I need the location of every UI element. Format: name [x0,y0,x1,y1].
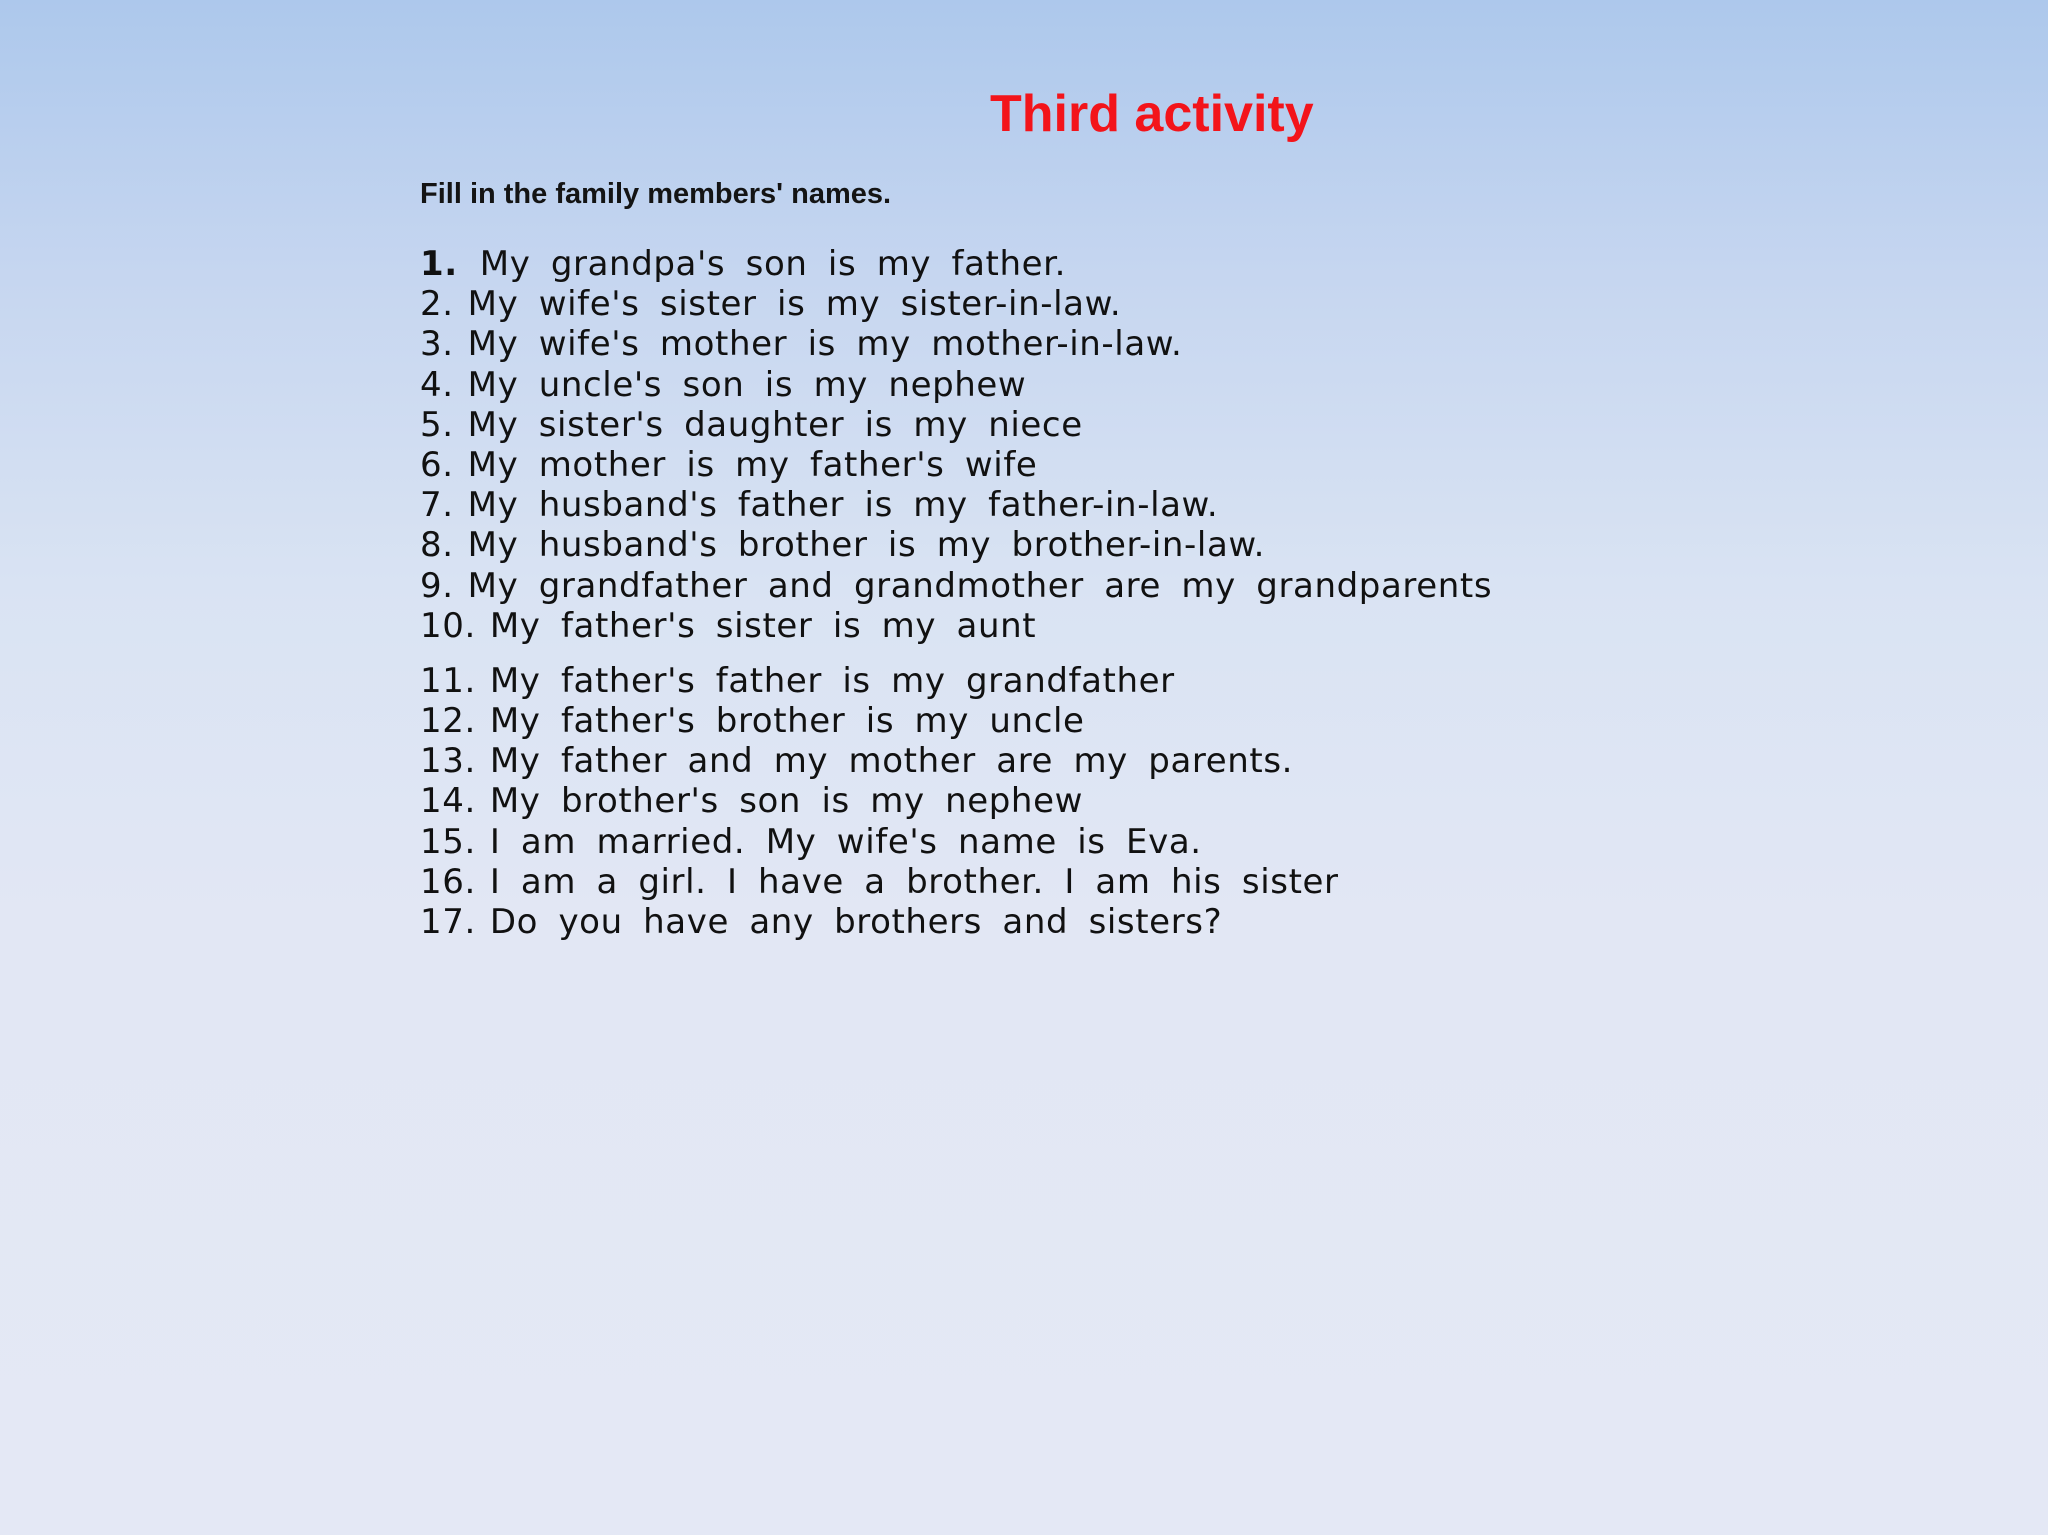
list-item [420,862,1492,902]
item-text: Do you have any brothers and sisters? [489,902,1223,942]
list-item [420,324,1492,364]
list-item [420,485,1492,525]
item-number: 15. [420,821,476,862]
item-number: 17. [420,902,476,942]
item-number: 9. [420,565,454,606]
item-number: 10. [420,605,476,646]
list-item [420,822,1492,862]
item-text: My wife's sister is my sister-in-law. [467,284,1122,325]
item-number: 1. [420,244,458,284]
list-item [420,741,1492,781]
item-text: My brother's son is my nephew [489,781,1084,822]
list-item [420,781,1492,821]
item-number: 8. [420,525,454,566]
list-item [420,902,1492,942]
sentence-list [420,244,1492,942]
item-text: My grandpa's son is my father. [479,244,1067,284]
item-text: My grandfather and grandmother are my grandparents [467,565,1493,606]
item-number: 6. [420,444,454,485]
item-text: My sister's daughter is my niece [467,404,1083,445]
item-text: My husband's brother is my brother-in-law. [467,525,1266,566]
item-number: 7. [420,485,454,526]
list-item [420,566,1492,606]
list-item [420,606,1492,646]
list-item [420,365,1492,405]
item-number: 13. [420,741,476,782]
list-item [420,661,1492,701]
item-number: 11. [420,660,476,701]
list-item [420,445,1492,485]
instruction-text: Fill in the family members' names. [420,178,892,210]
list-item [420,701,1492,741]
item-number: 5. [420,404,454,445]
item-text: My father's brother is my uncle [489,701,1085,742]
item-number: 16. [420,861,476,902]
item-text: My father's father is my grandfather [489,660,1175,701]
list-item [420,284,1492,324]
item-text: I am married. My wife's name is Eva. [489,821,1202,862]
list-item [420,525,1492,565]
item-text: I am a girl. I have a brother. I am his sister [489,861,1339,902]
item-number: 2. [420,284,454,325]
item-text: My father and my mother are my parents. [489,741,1294,782]
item-number: 12. [420,701,476,742]
item-text: My husband's father is my father-in-law. [467,485,1219,526]
item-number: 4. [420,364,454,405]
item-text: My mother is my father's wife [467,444,1038,485]
item-text: My uncle's son is my nephew [467,364,1027,405]
slide-title: Third activity [990,85,1314,143]
list-item [420,244,1492,284]
item-number: 14. [420,781,476,822]
list-item [420,405,1492,445]
item-number: 3. [420,324,454,365]
item-text: My wife's mother is my mother-in-law. [467,324,1183,365]
item-text: My father's sister is my aunt [489,605,1037,646]
